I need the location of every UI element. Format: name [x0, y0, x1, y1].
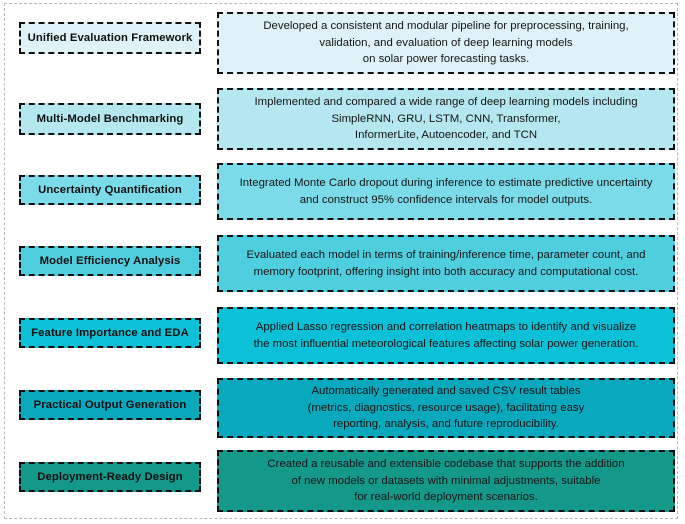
contribution-description-text: Developed a consistent and modular pipeline for preprocessing, training, validation, and evaluation of deep learning models on solar power forecasting tasks. — [263, 20, 629, 66]
contribution-label-box[interactable] — [19, 462, 201, 492]
contribution-label-text: Feature Importance and EDA — [31, 326, 189, 339]
figure-outer-frame — [4, 3, 678, 519]
contribution-label-text: Practical Output Generation — [33, 398, 187, 411]
contribution-description-text: Implemented and compared a wide range of deep learning models including SimpleRNN, GRU, LSTM, CNN, Transformer, InformerLite, Autoencoder, and TCN — [254, 96, 638, 142]
contribution-description-box[interactable] — [217, 307, 675, 364]
contribution-label-box[interactable] — [19, 318, 201, 348]
contribution-label-text: Model Efficiency Analysis — [39, 254, 181, 267]
contribution-description-text: Created a reusable and extensible codebase that supports the addition of new models or datasets with minimal adjustments, suitable for real-world deployment scenarios. — [267, 458, 625, 504]
contribution-label-text: Unified Evaluation Framework — [27, 31, 193, 44]
contribution-label-box[interactable] — [19, 22, 201, 54]
contribution-label-text: Multi-Model Benchmarking — [36, 112, 184, 125]
contribution-label-box[interactable] — [19, 103, 201, 135]
contribution-label-box[interactable] — [19, 246, 201, 276]
contribution-description-text: Applied Lasso regression and correlation heatmaps to identify and visualize the most influential meteorological features affecting solar power generation. — [253, 320, 639, 350]
contribution-description-text: Integrated Monte Carlo dropout during inference to estimate predictive uncertainty and construct 95% confidence intervals for model outputs. — [239, 176, 653, 206]
contribution-description-text: Evaluated each model in terms of training/inference time, parameter count, and memory footprint, offering insight into both accuracy and computational cost. — [246, 248, 646, 278]
contribution-description-box[interactable] — [217, 163, 675, 220]
contribution-description-box[interactable] — [217, 12, 675, 74]
contribution-description-box[interactable] — [217, 450, 675, 512]
contribution-description-box[interactable] — [217, 235, 675, 292]
contribution-label-text: Deployment-Ready Design — [37, 470, 183, 483]
contribution-description-box[interactable] — [217, 88, 675, 150]
contribution-label-box[interactable] — [19, 175, 201, 205]
contribution-description-text: Automatically generated and saved CSV result tables (metrics, diagnostics, resource usage), facilitating easy reporting, analysis, and future reproducibility. — [307, 385, 585, 431]
contribution-description-box[interactable] — [217, 378, 675, 438]
contribution-label-text: Uncertainty Quantification — [38, 183, 182, 196]
contribution-label-box[interactable] — [19, 390, 201, 420]
